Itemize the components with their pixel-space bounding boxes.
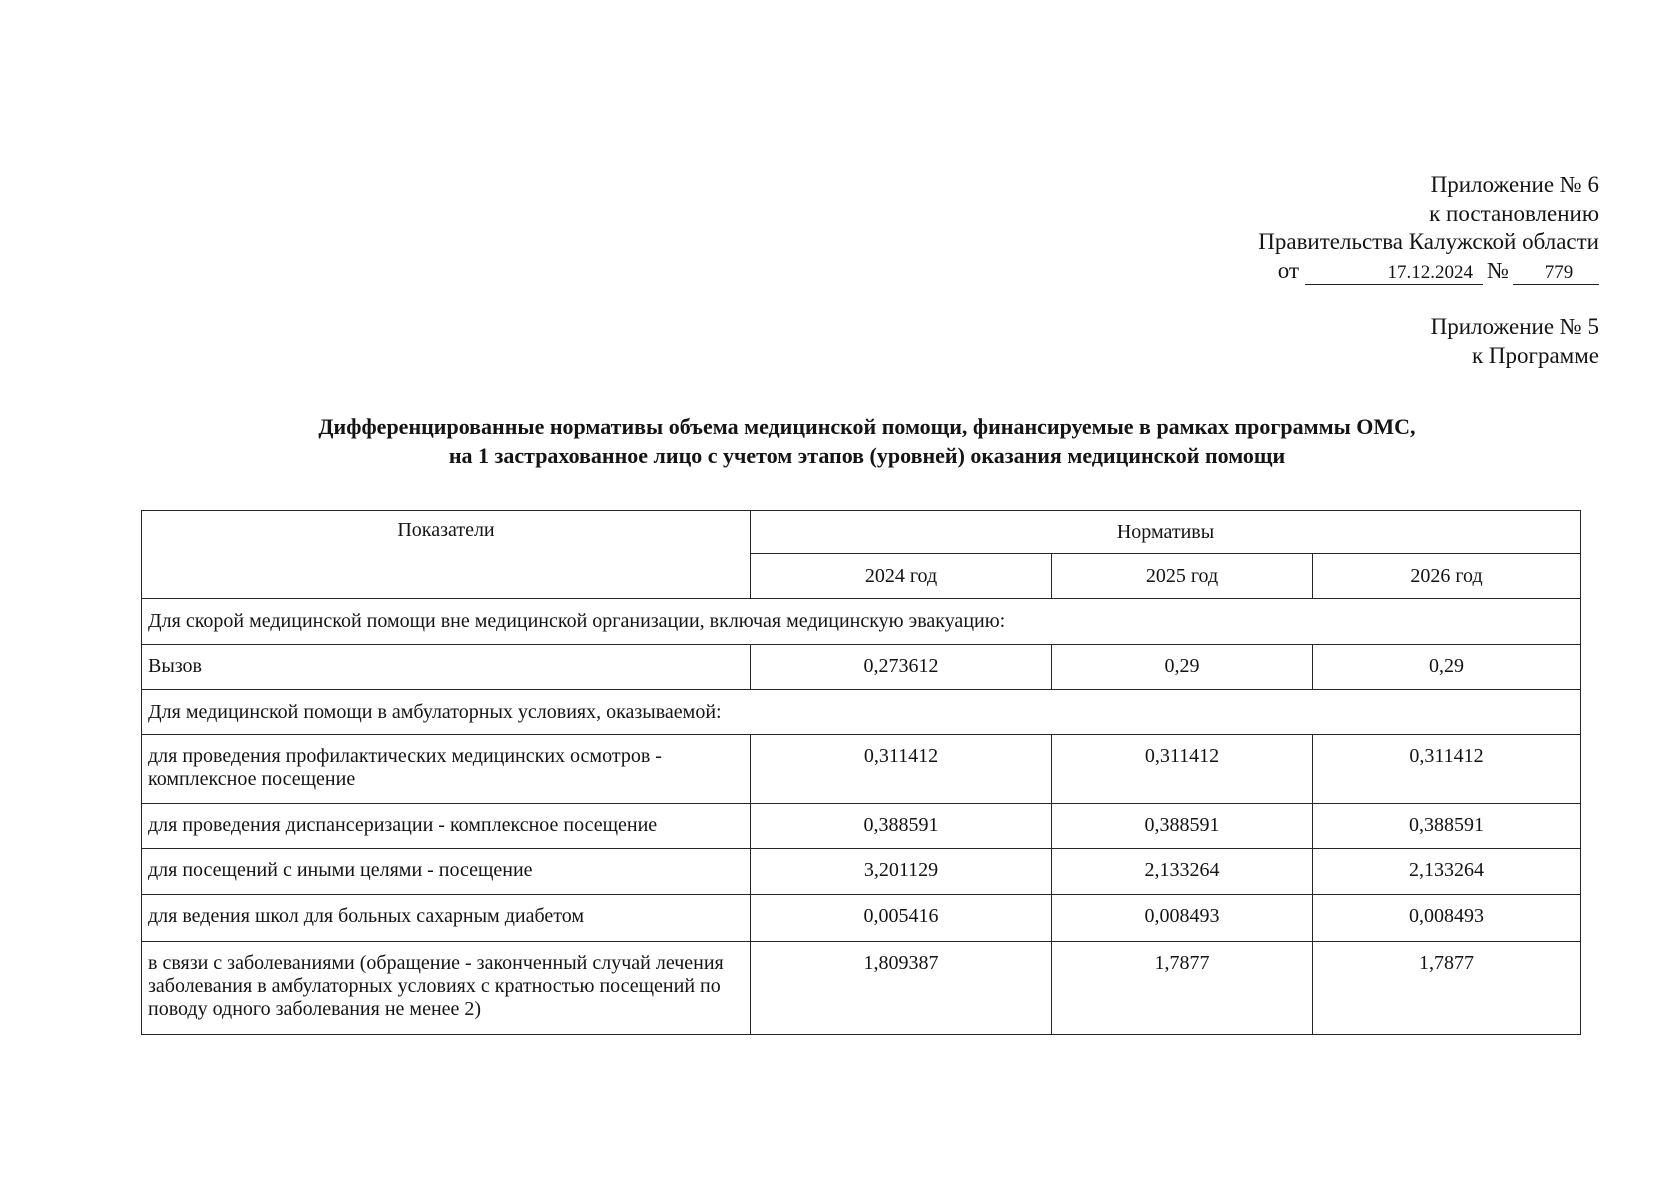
date-prefix: от xyxy=(1277,257,1300,283)
section-title-outpatient: Для медицинской помощи в амбулаторных условиях, оказываемой: xyxy=(142,690,1581,735)
appendix-5-to-program: к Программе xyxy=(1472,342,1599,368)
section-row xyxy=(142,690,1581,735)
section-title-emergency: Для скорой медицинской помощи вне медицинской организации, включая медицинскую эвакуацию: xyxy=(142,599,1581,645)
value-2024: 0,311412 xyxy=(751,735,1052,804)
row-label: Вызов xyxy=(142,645,751,690)
section-row xyxy=(142,599,1581,645)
table-row xyxy=(142,849,1581,895)
row-label: в связи с заболеваниями (обращение - законченный случай лечения заболевания в амбулаторных условиях с кратностью посещений по поводу одного заболевания не менее 2) xyxy=(142,942,751,1035)
appendix-6-block xyxy=(1258,171,1599,285)
indicators-header: Показатели xyxy=(142,511,751,599)
row-label: для проведения профилактических медицинских осмотров - комплексное посещение xyxy=(142,735,751,804)
table-row xyxy=(142,804,1581,849)
resolution-date-line xyxy=(1258,257,1599,286)
value-2026: 0,388591 xyxy=(1313,804,1581,849)
value-2024: 3,201129 xyxy=(751,849,1052,895)
appendix-6-to-resolution: к постановлению xyxy=(1429,200,1599,226)
value-2025: 1,7877 xyxy=(1052,942,1313,1035)
appendix-5-block xyxy=(1431,313,1599,370)
table-row xyxy=(142,942,1581,1035)
norms-table xyxy=(141,510,1581,1035)
value-2025: 0,29 xyxy=(1052,645,1313,690)
value-2026: 0,008493 xyxy=(1313,895,1581,942)
value-2026: 2,133264 xyxy=(1313,849,1581,895)
value-2024: 0,005416 xyxy=(751,895,1052,942)
value-2024: 0,273612 xyxy=(751,645,1052,690)
value-2024: 0,388591 xyxy=(751,804,1052,849)
year-header-2026: 2026 год xyxy=(1313,554,1581,599)
document-title-line-2: на 1 застрахованное лицо с учетом этапов (уровней) оказания медицинской помощи xyxy=(448,443,1286,468)
value-2024: 1,809387 xyxy=(751,942,1052,1035)
appendix-5-title: Приложение № 5 xyxy=(1430,314,1599,339)
resolution-number: 779 xyxy=(1513,262,1599,285)
value-2025: 2,133264 xyxy=(1052,849,1313,895)
norms-header: Нормативы xyxy=(751,511,1581,554)
appendix-6-government: Правительства Калужской области xyxy=(1258,229,1599,254)
value-2025: 0,388591 xyxy=(1052,804,1313,849)
table-row xyxy=(142,895,1581,942)
resolution-date: 17.12.2024 xyxy=(1305,262,1483,285)
value-2026: 0,29 xyxy=(1313,645,1581,690)
value-2025: 0,311412 xyxy=(1052,735,1313,804)
year-header-2025: 2025 год xyxy=(1052,554,1313,599)
table-header-row xyxy=(142,511,1581,554)
row-label: для ведения школ для больных сахарным диабетом xyxy=(142,895,751,942)
value-2026: 1,7877 xyxy=(1313,942,1581,1035)
document-title xyxy=(141,412,1593,470)
row-label: для посещений с иными целями - посещение xyxy=(142,849,751,895)
table-row xyxy=(142,645,1581,690)
number-prefix: № xyxy=(1487,257,1509,283)
appendix-6-title: Приложение № 6 xyxy=(1430,172,1599,197)
row-label: для проведения диспансеризации - комплексное посещение xyxy=(142,804,751,849)
table-row xyxy=(142,735,1581,804)
document-title-line-1: Дифференцированные нормативы объема медицинской помощи, финансируемые в рамках программы ОМС, xyxy=(318,414,1416,439)
value-2026: 0,311412 xyxy=(1313,735,1581,804)
year-header-2024: 2024 год xyxy=(751,554,1052,599)
value-2025: 0,008493 xyxy=(1052,895,1313,942)
